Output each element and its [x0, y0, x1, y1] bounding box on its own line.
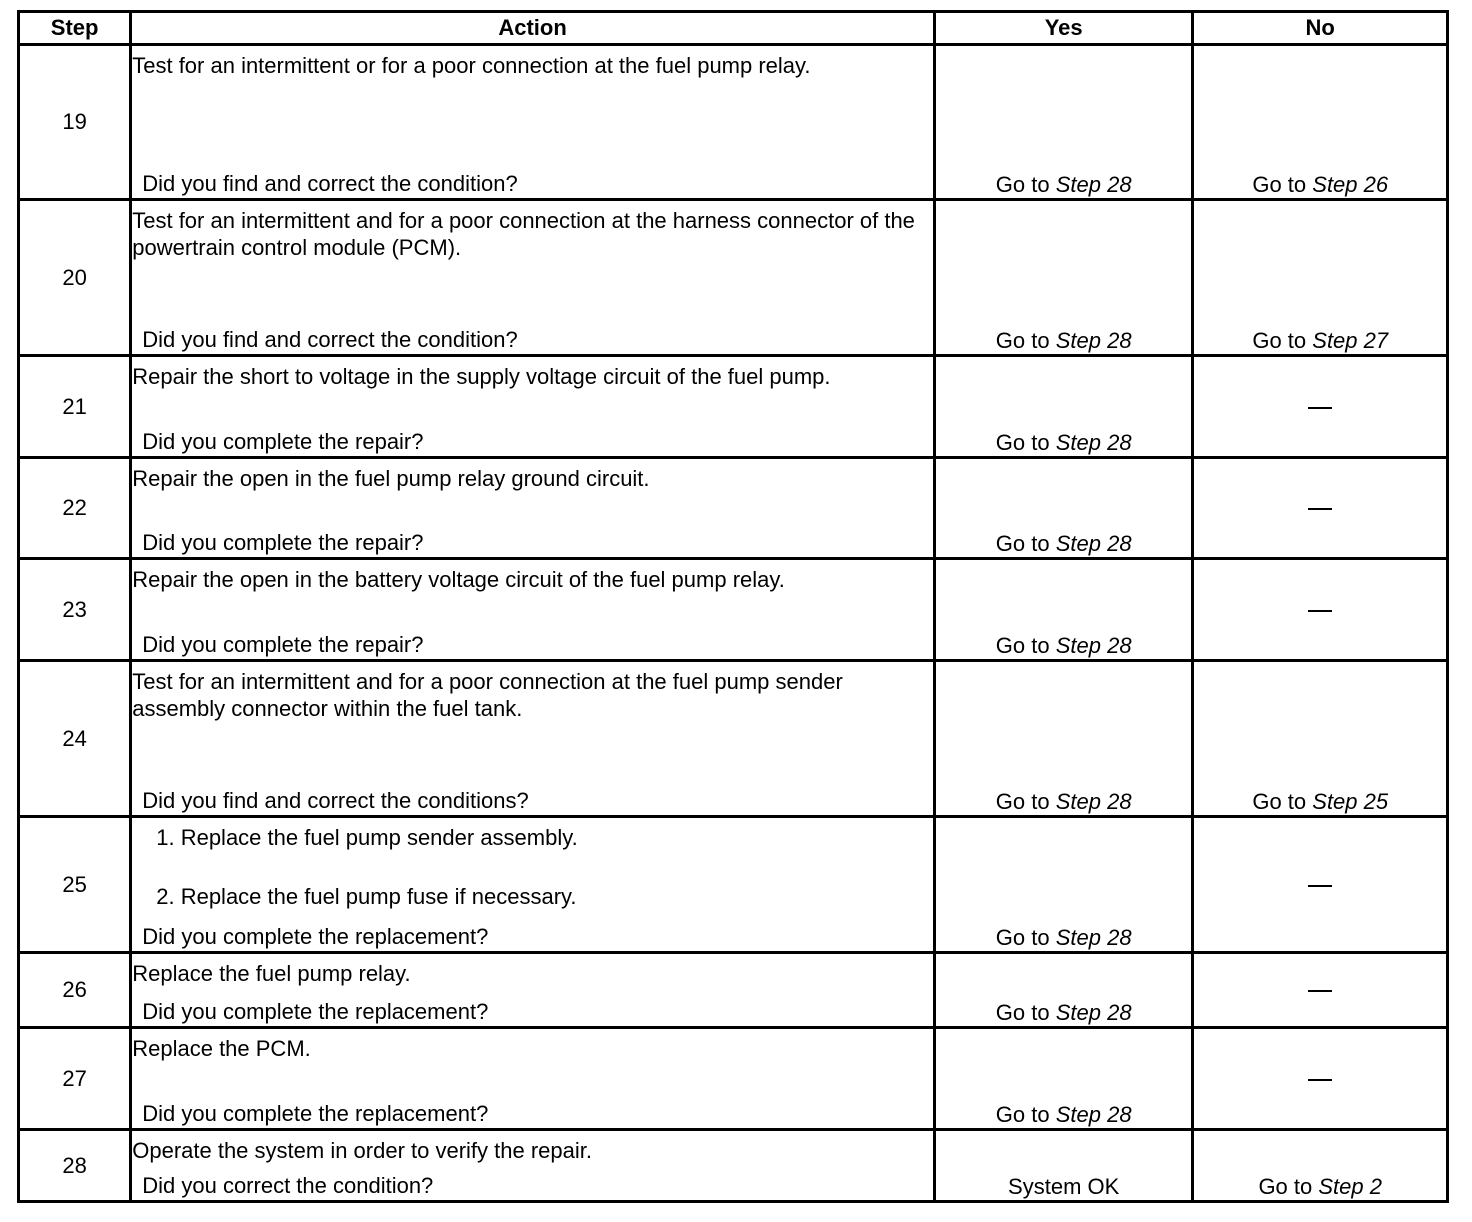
action-substep: 2. Replace the fuel pump fuse if necessary. — [156, 884, 577, 909]
spacer — [132, 851, 933, 883]
yes-result — [934, 661, 1193, 817]
no-result — [1193, 1130, 1448, 1202]
go-to-label: Go to — [995, 328, 1050, 353]
no-action-dash — [1308, 990, 1332, 992]
no-result — [1193, 817, 1448, 953]
action-cell — [131, 817, 935, 953]
yes-target-step: Step 28 — [1055, 1000, 1132, 1025]
step-number: 26 — [19, 953, 131, 1028]
action-question: Did you complete the repair? — [142, 429, 424, 454]
action-text: Replace the fuel pump relay. — [132, 961, 411, 986]
yes-target-step: Step 28 — [1055, 172, 1132, 197]
header-row — [19, 12, 1448, 45]
no-result — [1193, 661, 1448, 817]
action-cell — [131, 458, 935, 559]
action-question: Did you find and correct the conditions? — [142, 788, 529, 813]
yes-result — [934, 559, 1193, 661]
yes-result — [934, 356, 1193, 458]
step-number: 21 — [19, 356, 131, 458]
table-row — [19, 45, 1448, 200]
yes-result — [934, 817, 1193, 953]
no-result — [1193, 356, 1448, 458]
yes-target-step: Step 28 — [1055, 430, 1132, 455]
header-step: Step — [19, 12, 131, 45]
yes-target-step: Step 28 — [1055, 789, 1132, 814]
no-action-dash — [1308, 610, 1332, 612]
yes-result — [934, 45, 1193, 200]
action-question: Did you complete the repair? — [142, 632, 424, 657]
action-text: Test for an intermittent or for a poor connection at the fuel pump relay. — [132, 53, 811, 78]
step-number: 23 — [19, 559, 131, 661]
go-to-label: Go to — [995, 789, 1050, 814]
action-question: Did you complete the repair? — [142, 530, 424, 555]
no-result — [1193, 45, 1448, 200]
yes-result — [934, 953, 1193, 1028]
no-result — [1193, 1028, 1448, 1130]
go-to-label: Go to — [995, 531, 1050, 556]
go-to-label: Go to — [995, 633, 1050, 658]
action-cell — [131, 661, 935, 817]
yes-target-step: Step 28 — [1055, 633, 1132, 658]
go-to-label: Go to — [995, 172, 1050, 197]
no-result — [1193, 458, 1448, 559]
action-cell — [131, 953, 935, 1028]
yes-result — [934, 1130, 1193, 1202]
action-text: Test for an intermittent and for a poor connection at the fuel pump sender assembly connector within the fuel tank. — [132, 669, 843, 721]
no-target-step: Step 27 — [1312, 328, 1389, 353]
table-row — [19, 559, 1448, 661]
yes-target-step: Step 28 — [1055, 531, 1132, 556]
diagnostic-table — [17, 10, 1449, 1203]
action-question: Did you find and correct the condition? — [142, 327, 518, 352]
go-to-label: Go to — [995, 430, 1050, 455]
table-row — [19, 200, 1448, 356]
no-result — [1193, 559, 1448, 661]
no-result — [1193, 200, 1448, 356]
go-to-label: Go to — [995, 1000, 1050, 1025]
table-row — [19, 356, 1448, 458]
go-to-label: Go to — [995, 925, 1050, 950]
step-number: 28 — [19, 1130, 131, 1202]
table-row — [19, 1130, 1448, 1202]
yes-result — [934, 1028, 1193, 1130]
yes-target-step: Step 28 — [1055, 1102, 1132, 1127]
action-text: Repair the open in the fuel pump relay ground circuit. — [132, 466, 650, 491]
step-number: 19 — [19, 45, 131, 200]
step-number: 24 — [19, 661, 131, 817]
table-row — [19, 953, 1448, 1028]
go-to-label: Go to — [995, 1102, 1050, 1127]
action-question: Did you complete the replacement? — [142, 924, 489, 949]
step-number: 25 — [19, 817, 131, 953]
go-to-label: Go to — [1258, 1174, 1313, 1199]
yes-result — [934, 200, 1193, 356]
action-cell — [131, 356, 935, 458]
action-cell — [131, 1130, 935, 1202]
no-result — [1193, 953, 1448, 1028]
go-to-label: Go to — [1252, 172, 1307, 197]
yes-result — [934, 458, 1193, 559]
no-target-step: Step 25 — [1312, 789, 1389, 814]
yes-target-step: Step 28 — [1055, 328, 1132, 353]
action-question: Did you find and correct the condition? — [142, 171, 518, 196]
no-action-dash — [1308, 407, 1332, 409]
action-question: Did you correct the condition? — [142, 1173, 434, 1198]
no-action-dash — [1308, 1079, 1332, 1081]
no-action-dash — [1308, 508, 1332, 510]
table-row — [19, 817, 1448, 953]
action-cell — [131, 1028, 935, 1130]
step-number: 20 — [19, 200, 131, 356]
action-cell — [131, 45, 935, 200]
action-text: Test for an intermittent and for a poor connection at the harness connector of the powertrain control module (PCM). — [132, 208, 915, 260]
step-number: 22 — [19, 458, 131, 559]
table-row — [19, 661, 1448, 817]
no-target-step: Step 2 — [1318, 1174, 1382, 1199]
action-substep: 1. Replace the fuel pump sender assembly. — [156, 825, 578, 850]
action-text: Operate the system in order to verify the repair. — [132, 1138, 592, 1163]
yes-text: System OK — [1008, 1174, 1120, 1199]
no-action-dash — [1308, 885, 1332, 887]
action-question: Did you complete the replacement? — [142, 1101, 489, 1126]
action-text: Repair the open in the battery voltage circuit of the fuel pump relay. — [132, 567, 785, 592]
action-cell — [131, 559, 935, 661]
action-question: Did you complete the replacement? — [142, 999, 489, 1024]
table-row — [19, 1028, 1448, 1130]
go-to-label: Go to — [1252, 789, 1307, 814]
go-to-label: Go to — [1252, 328, 1307, 353]
header-no: No — [1193, 12, 1448, 45]
header-yes: Yes — [934, 12, 1193, 45]
action-cell — [131, 200, 935, 356]
action-text: Repair the short to voltage in the supply voltage circuit of the fuel pump. — [132, 364, 831, 389]
step-number: 27 — [19, 1028, 131, 1130]
no-target-step: Step 26 — [1312, 172, 1389, 197]
action-text: Replace the PCM. — [132, 1036, 311, 1061]
table-row — [19, 458, 1448, 559]
header-action: Action — [131, 12, 935, 45]
yes-target-step: Step 28 — [1055, 925, 1132, 950]
